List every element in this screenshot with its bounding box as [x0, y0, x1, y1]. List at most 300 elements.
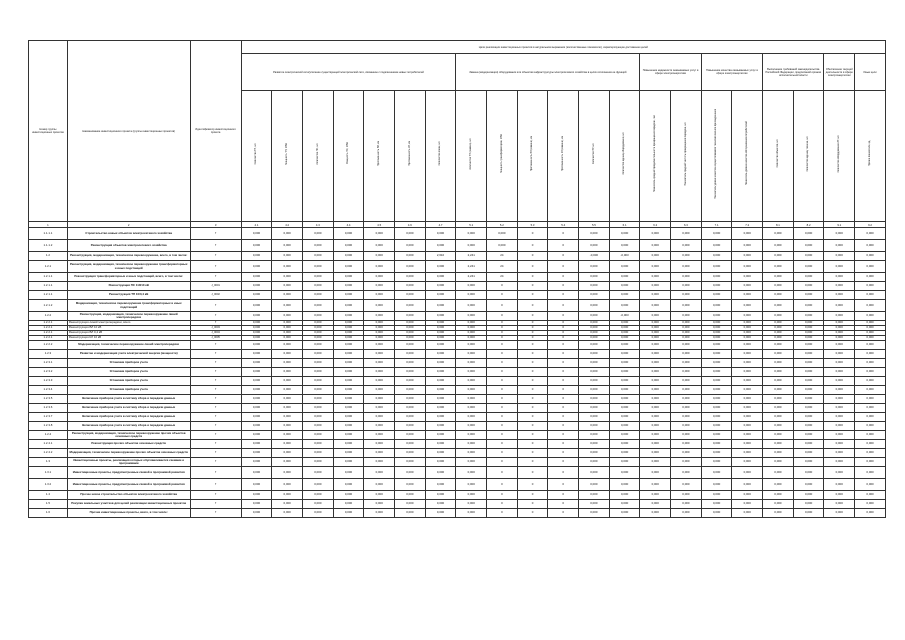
row-value: 0,000: [609, 422, 640, 431]
row-value: 0,000: [579, 431, 610, 440]
row-value: 0,000: [824, 228, 855, 240]
row-value: 0,000: [395, 240, 426, 252]
row-value: 0,000: [364, 359, 395, 368]
row-id: Г: [190, 350, 241, 359]
row-value: 0,000: [640, 273, 671, 282]
row-value: 0,000: [640, 458, 671, 467]
row-value: 0,000: [579, 331, 610, 336]
row-value: 0,000: [456, 291, 487, 300]
row-value: 0,000: [579, 467, 610, 479]
row-value: 0,000: [640, 240, 671, 252]
row-value: 0,000: [701, 240, 732, 252]
row-value: 0: [487, 431, 518, 440]
row-value: 0,000: [671, 431, 702, 440]
row-value: 0,000: [272, 252, 303, 261]
header-indicator: [763, 91, 794, 222]
row-value: 0,000: [855, 458, 886, 467]
row-value: 0,000: [272, 404, 303, 413]
row-value: 0,000: [395, 228, 426, 240]
row-value: 0,000: [609, 386, 640, 395]
row-value: 0,000: [732, 467, 763, 479]
row-value: 0,000: [579, 240, 610, 252]
row-value: 0,000: [241, 326, 272, 331]
row-value: 0,000: [241, 341, 272, 350]
row-value: 0,000: [763, 252, 794, 261]
row-value: 0,000: [609, 500, 640, 509]
row-value: 0,000: [364, 467, 395, 479]
row-value: 0,000: [671, 440, 702, 449]
row-value: 0: [517, 336, 548, 341]
row-value: 0,000: [333, 413, 364, 422]
row-value: 0,000: [333, 458, 364, 467]
column-number: 5.5: [579, 222, 610, 228]
row-value: 0,000: [732, 261, 763, 273]
row-number: 1.2.1.1: [29, 291, 68, 300]
row-value: 0,000: [732, 440, 763, 449]
row-value: 0,000: [701, 467, 732, 479]
row-value: 0,000: [732, 458, 763, 467]
row-value: 0,000: [671, 377, 702, 386]
table-row: [29, 312, 886, 321]
row-value: 0: [517, 282, 548, 291]
row-value: 0,000: [303, 458, 334, 467]
header-indicator: [517, 91, 548, 222]
row-value: 0,000: [456, 431, 487, 440]
row-id: Г: [190, 458, 241, 467]
row-value: 0,000: [395, 458, 426, 467]
row-name: Реконструкция, модернизация, техническое перевооружение, всего, в том числе:: [67, 252, 190, 261]
table-row: [29, 240, 886, 252]
row-value: 0,000: [609, 326, 640, 331]
row-value: 0,000: [456, 228, 487, 240]
row-value: 0,000: [272, 440, 303, 449]
row-value: 0,000: [241, 350, 272, 359]
row-value: 0,000: [395, 261, 426, 273]
row-number: 1.6: [29, 509, 68, 518]
row-value: 0,000: [640, 479, 671, 491]
row-value: 0,000: [671, 300, 702, 312]
header-indicator-label: Количество ПС, шт.: [315, 142, 319, 165]
header-indicator-label: Количество единиц оборудования, шт.: [622, 132, 626, 175]
row-value: 0,000: [793, 491, 824, 500]
row-value: 0,000: [241, 422, 272, 431]
row-number: 1.3.2: [29, 479, 68, 491]
row-value: 0: [548, 273, 579, 282]
column-number: 5.4: [548, 222, 579, 228]
row-value: 0,000: [701, 261, 732, 273]
row-value: 0,000: [732, 500, 763, 509]
column-number: 8.2: [793, 222, 824, 228]
row-value: 0,000: [671, 261, 702, 273]
row-value: 0,000: [671, 404, 702, 413]
row-value: 0,000: [456, 359, 487, 368]
row-value: 0,000: [241, 359, 272, 368]
row-value: 0: [487, 312, 518, 321]
table-row: [29, 422, 886, 431]
header-indicator-label: Показатель средней частоты прекращения передачи, шт.: [683, 121, 687, 186]
row-value: 0,000: [241, 449, 272, 458]
row-value: 0,000: [763, 395, 794, 404]
row-value: 0,000: [701, 377, 732, 386]
row-value: 0,000: [824, 509, 855, 518]
row-value: 0,000: [701, 449, 732, 458]
row-id: Г: [190, 359, 241, 368]
row-id: Г: [190, 404, 241, 413]
row-id: J_0004: [190, 331, 241, 336]
row-value: 0,000: [272, 228, 303, 240]
column-number: 9.2: [855, 222, 886, 228]
row-value: 0,000: [579, 395, 610, 404]
table-row: [29, 261, 886, 273]
row-value: 0,000: [640, 386, 671, 395]
row-value: 0,000: [333, 440, 364, 449]
row-value: 0,000: [671, 240, 702, 252]
row-value: 0,000: [609, 261, 640, 273]
row-value: 0,000: [272, 395, 303, 404]
row-value: 0,000: [732, 404, 763, 413]
row-id: Г: [190, 479, 241, 491]
row-value: 0,000: [824, 368, 855, 377]
row-value: 0: [548, 422, 579, 431]
row-value: 0,000: [579, 500, 610, 509]
row-value: 0,000: [609, 331, 640, 336]
column-number: 9.1: [824, 222, 855, 228]
row-value: 0,000: [395, 413, 426, 422]
row-value: 0,000: [824, 386, 855, 395]
row-value: 0,000: [855, 422, 886, 431]
row-value: 0: [548, 359, 579, 368]
row-value: 0,000: [793, 395, 824, 404]
row-value: 0,000: [671, 458, 702, 467]
row-value: 0,000: [364, 331, 395, 336]
row-value: 0,000: [395, 291, 426, 300]
header-indicator: [241, 91, 272, 222]
row-value: 0,000: [579, 413, 610, 422]
header-subgroup: Обеспечение текущей деятельности в сфере электроэнергетики: [824, 54, 855, 91]
row-value: 0,000: [333, 500, 364, 509]
row-name: Реконструкция, модернизация, техническое перевооружение трансформаторных и иных подстанций: [67, 261, 190, 273]
row-value: 0,000: [241, 282, 272, 291]
column-number: 4.5: [364, 222, 395, 228]
row-value: 0,000: [456, 240, 487, 252]
row-number: 1.2.2.1: [29, 326, 68, 331]
row-value: 0,000: [579, 377, 610, 386]
header-subgroup: Повышение качества оказываемых услуг в сфере электроэнергетики: [701, 54, 762, 91]
row-value: 0: [487, 395, 518, 404]
row-value: 0,000: [701, 321, 732, 326]
row-value: 0: [517, 350, 548, 359]
row-value: 0: [517, 341, 548, 350]
row-number: 1.4: [29, 491, 68, 500]
row-value: 0,000: [732, 341, 763, 350]
row-value: 0,000: [395, 422, 426, 431]
table-row: [29, 282, 886, 291]
row-value: 0,000: [793, 467, 824, 479]
row-value: 0,000: [824, 479, 855, 491]
row-name: Покупка земельных участков для целей реализации инвестиционных проектов: [67, 500, 190, 509]
row-value: 0,000: [241, 312, 272, 321]
column-number: 4.7: [425, 222, 456, 228]
row-value: 0,000: [272, 479, 303, 491]
row-value: 0: [487, 491, 518, 500]
row-value: 0,000: [579, 312, 610, 321]
header-indicator: [609, 91, 640, 222]
header-indicator: [333, 91, 364, 222]
header-indicator: [824, 91, 855, 222]
row-number: 1.2.3.5: [29, 395, 68, 404]
row-value: 0,000: [793, 336, 824, 341]
row-value: 0,000: [763, 261, 794, 273]
row-value: 0,000: [793, 331, 824, 336]
row-value: 0: [517, 261, 548, 273]
row-value: 0,000: [609, 458, 640, 467]
row-value: 0,000: [671, 252, 702, 261]
row-value: 0,000: [395, 300, 426, 312]
row-value: 0: [517, 395, 548, 404]
row-value: 0: [548, 440, 579, 449]
row-value: 0,000: [732, 386, 763, 395]
row-number: 1.2.4.2: [29, 449, 68, 458]
row-value: 0,000: [425, 404, 456, 413]
header-indicator: [640, 91, 671, 222]
row-value: 0,000: [701, 252, 732, 261]
row-value: 0,000: [855, 291, 886, 300]
row-value: 0,000: [824, 350, 855, 359]
row-name: Включение приборов учета в систему сбора и передачи данных: [67, 404, 190, 413]
row-value: 0,000: [303, 500, 334, 509]
row-value: 0,000: [671, 341, 702, 350]
row-value: 0,000: [241, 440, 272, 449]
row-value: 0: [517, 326, 548, 331]
row-value: 0,000: [364, 273, 395, 282]
row-value: 0,000: [640, 368, 671, 377]
row-value: 0,000: [303, 261, 334, 273]
column-number: 6.2: [640, 222, 671, 228]
row-value: 0,000: [241, 336, 272, 341]
column-number: 7.1: [701, 222, 732, 228]
row-value: 0,000: [303, 449, 334, 458]
row-value: 0,000: [609, 377, 640, 386]
row-number: 1.2.1.1: [29, 273, 68, 282]
row-name: Установка приборов учета: [67, 368, 190, 377]
row-value: 0,000: [303, 386, 334, 395]
row-value: 0,000: [640, 404, 671, 413]
row-value: 0,000: [425, 386, 456, 395]
row-value: 0,000: [241, 413, 272, 422]
row-name: Развитие и модернизация учета электрической энергии (мощности): [67, 350, 190, 359]
row-number: 1.2.2.1: [29, 336, 68, 341]
row-value: 0,000: [609, 479, 640, 491]
row-value: 0,000: [855, 331, 886, 336]
row-value: 0,000: [333, 404, 364, 413]
row-value: 0,000: [241, 273, 272, 282]
row-value: 24: [487, 252, 518, 261]
row-value: 0,000: [763, 491, 794, 500]
header-indicator: [364, 91, 395, 222]
row-value: 0,000: [395, 377, 426, 386]
row-value: 0,000: [763, 228, 794, 240]
row-value: 0,000: [855, 341, 886, 350]
row-value: 0,000: [272, 500, 303, 509]
row-value: 0,000: [272, 449, 303, 458]
row-value: 0,000: [824, 449, 855, 458]
row-value: 0,000: [701, 431, 732, 440]
header-indicator-label: Мощность ПС, МВА: [346, 142, 350, 165]
row-value: 0,000: [241, 377, 272, 386]
row-value: 0: [548, 431, 579, 440]
row-value: 0,000: [640, 336, 671, 341]
row-value: 0: [517, 300, 548, 312]
table-row: [29, 341, 886, 350]
row-value: 0,000: [456, 312, 487, 321]
row-value: 0,000: [640, 467, 671, 479]
row-value: 0,000: [763, 500, 794, 509]
row-value: 0,000: [640, 312, 671, 321]
row-value: 0,000: [395, 341, 426, 350]
row-value: 0: [548, 377, 579, 386]
row-value: 0: [548, 479, 579, 491]
row-value: 0,000: [456, 282, 487, 291]
row-value: 0,000: [609, 491, 640, 500]
row-value: 0,000: [303, 467, 334, 479]
row-value: 0,000: [364, 228, 395, 240]
row-value: 0,000: [640, 359, 671, 368]
row-value: 0,000: [425, 326, 456, 331]
header-subgroup: Замена (модернизация) оборудования или объектов инфраструктуры электросетевого хозяйства в целях исполнения ее функций: [456, 54, 640, 91]
row-value: 0,000: [303, 291, 334, 300]
row-value: 0,000: [732, 509, 763, 518]
row-value: 0,000: [364, 326, 395, 331]
row-value: 0,000: [793, 449, 824, 458]
row-value: 0: [548, 228, 579, 240]
row-name: Установка приборов учета: [67, 386, 190, 395]
table-row: [29, 500, 886, 509]
row-value: 0,000: [671, 479, 702, 491]
row-value: 0,000: [333, 252, 364, 261]
row-value: 0,000: [671, 449, 702, 458]
row-value: 0,000: [609, 467, 640, 479]
row-value: 0: [487, 350, 518, 359]
row-value: 0,000: [395, 500, 426, 509]
column-number: 5.2: [487, 222, 518, 228]
row-value: 0,000: [579, 458, 610, 467]
row-value: 0,000: [364, 413, 395, 422]
header-project-name: Наименование инвестиционного проекта (группы инвестиционных проектов): [67, 41, 190, 222]
row-value: 0,000: [763, 291, 794, 300]
row-number: 1.2.3.7: [29, 413, 68, 422]
column-number: 4.2: [272, 222, 303, 228]
row-value: 0,000: [732, 312, 763, 321]
row-value: 0,000: [824, 291, 855, 300]
row-value: 0,000: [640, 449, 671, 458]
row-value: -0,000: [579, 252, 610, 261]
row-value: 0,000: [241, 458, 272, 467]
row-value: 0,000: [395, 440, 426, 449]
row-value: 0: [548, 386, 579, 395]
row-value: 0,000: [333, 326, 364, 331]
row-value: 0,000: [609, 404, 640, 413]
row-value: 0,000: [425, 331, 456, 336]
table-row: [29, 491, 886, 500]
row-value: 0,000: [671, 282, 702, 291]
row-value: 0: [517, 377, 548, 386]
row-value: 0,000: [303, 336, 334, 341]
row-value: 0,000: [364, 300, 395, 312]
row-value: 0,000: [303, 440, 334, 449]
row-value: 0,000: [855, 509, 886, 518]
column-number: 4.4: [333, 222, 364, 228]
row-value: 0,000: [793, 359, 824, 368]
row-value: 0: [517, 386, 548, 395]
row-value: 0: [548, 500, 579, 509]
column-number: 7.2: [732, 222, 763, 228]
row-value: 0,000: [303, 404, 334, 413]
row-value: 0,000: [824, 331, 855, 336]
row-value: 0,000: [241, 509, 272, 518]
row-value: 0,000: [640, 509, 671, 518]
row-value: 0,000: [303, 282, 334, 291]
row-value: 0,000: [701, 440, 732, 449]
row-value: 0,000: [732, 282, 763, 291]
row-value: 0,000: [333, 321, 364, 326]
row-value: 0,000: [793, 458, 824, 467]
row-value: 0,000: [303, 350, 334, 359]
row-value: 0,000: [333, 449, 364, 458]
row-value: 0,000: [487, 228, 518, 240]
row-value: 0,000: [763, 386, 794, 395]
row-value: 24: [487, 273, 518, 282]
row-value: 0: [517, 252, 548, 261]
row-value: 0,000: [671, 509, 702, 518]
row-value: 0,000: [701, 291, 732, 300]
row-value: 0,000: [456, 500, 487, 509]
row-value: 0: [517, 422, 548, 431]
header-project-id: Идентификатор инвестиционного проекта: [190, 41, 241, 222]
row-value: 0,000: [701, 413, 732, 422]
row-value: 0,000: [671, 228, 702, 240]
row-id: Г: [190, 300, 241, 312]
row-value: 0: [487, 359, 518, 368]
row-value: 0,000: [579, 261, 610, 273]
row-value: 0,000: [456, 386, 487, 395]
header-indicator: [793, 91, 824, 222]
row-value: 0,000: [364, 422, 395, 431]
row-value: 0,000: [395, 386, 426, 395]
row-name: Строительство новых объектов электросетевого хозяйства: [67, 228, 190, 240]
row-value: 0,000: [395, 449, 426, 458]
row-value: 0,000: [579, 282, 610, 291]
row-value: 0,000: [701, 282, 732, 291]
row-value: 0,000: [579, 341, 610, 350]
row-value: 0,000: [272, 491, 303, 500]
row-value: 0: [487, 321, 518, 326]
row-value: 0,000: [303, 413, 334, 422]
header-indicator-label: Количество ПУ, шт.: [591, 142, 595, 165]
row-value: 0,000: [855, 282, 886, 291]
row-value: 0,000: [855, 449, 886, 458]
row-value: 0,000: [364, 500, 395, 509]
row-name: Прочее новое строительство объектов электросетевого хозяйства: [67, 491, 190, 500]
row-value: 0,000: [425, 422, 456, 431]
row-value: 0,000: [824, 326, 855, 331]
row-value: 0: [548, 300, 579, 312]
row-value: 0,000: [640, 341, 671, 350]
table-row: [29, 386, 886, 395]
row-value: 0,000: [241, 228, 272, 240]
row-value: 0,000: [579, 386, 610, 395]
row-value: 0: [487, 413, 518, 422]
row-value: 0,000: [701, 386, 732, 395]
